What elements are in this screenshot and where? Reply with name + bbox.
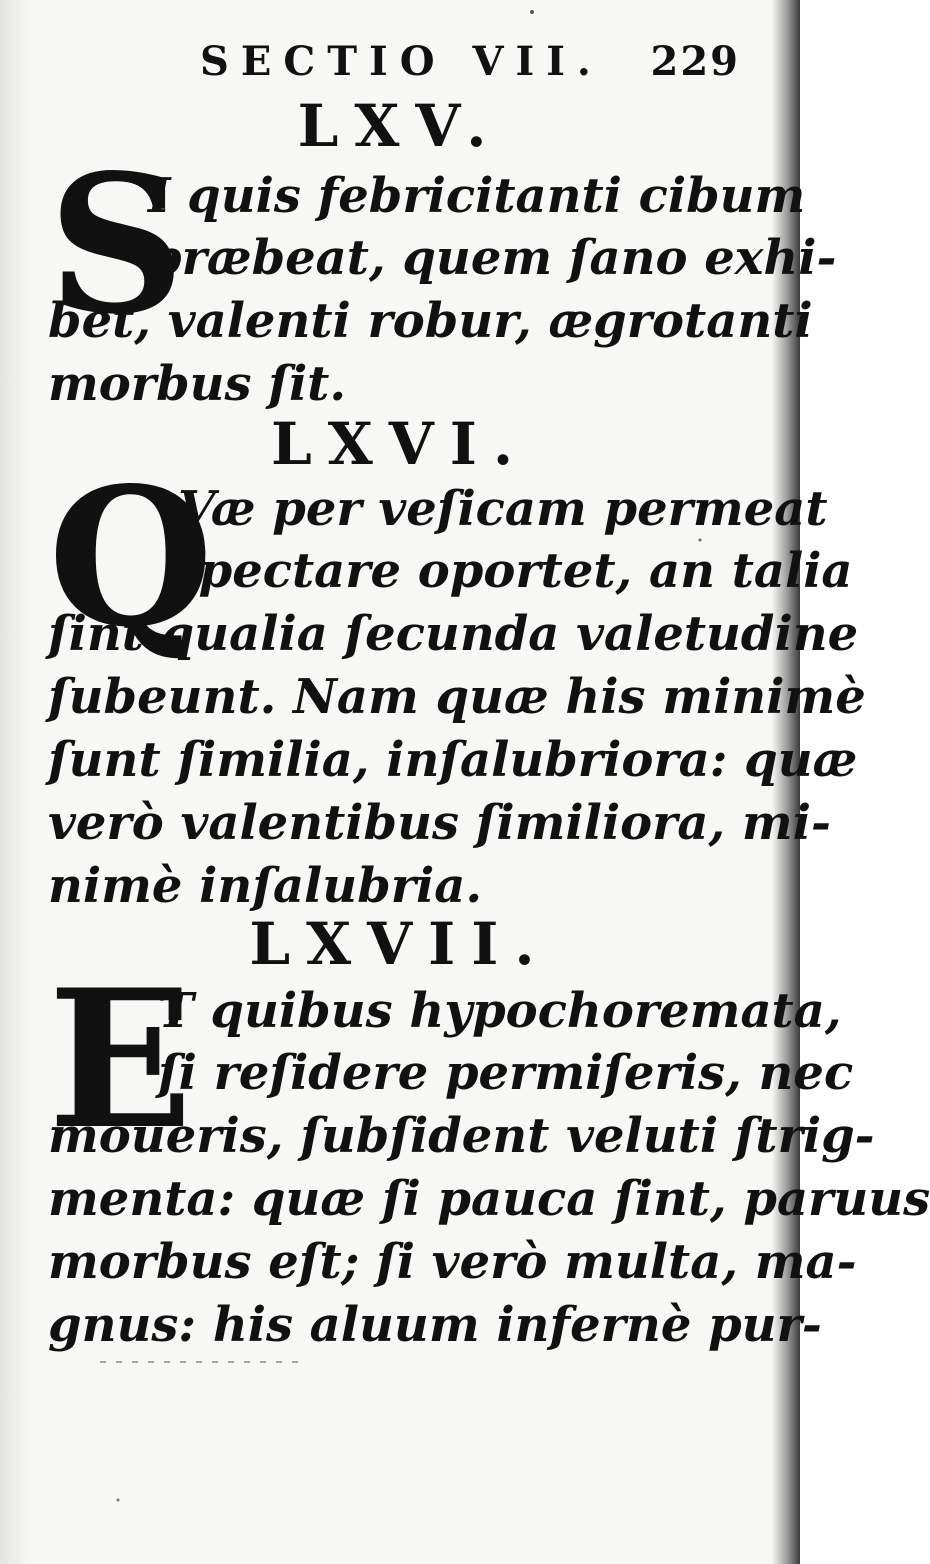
aphorism-text	[48, 446, 866, 914]
aphorism-heading: LXV.	[297, 92, 503, 160]
text-line: præbeat, quem ſano exhi-	[148, 230, 837, 286]
text-line: nimè inſalubria.	[48, 858, 483, 914]
text-line: I quis febricitanti cibum	[148, 168, 806, 224]
drop-cap: Q	[48, 446, 214, 669]
text-line: ſpectare oportet, an talia	[178, 543, 853, 599]
text-line: ſi reſidere permiſeris, nec	[158, 1045, 854, 1101]
text-line: Væ per veſicam permeat	[178, 481, 828, 537]
drop-cap: E	[48, 948, 193, 1171]
text-line: bet, valenti robur, ægrotanti	[48, 293, 813, 349]
drop-cap: S	[48, 133, 186, 356]
page-gutter-shadow	[0, 0, 30, 1564]
text-line: morbus ſit.	[48, 356, 347, 412]
aphorism-text	[48, 133, 837, 412]
text-line: morbus eſt; ſi verò multa, ma-	[48, 1234, 857, 1290]
ink-speck	[530, 10, 534, 14]
text-line: T quibus hypochoremata,	[158, 983, 842, 1039]
aphorism-heading: LXVII.	[249, 910, 551, 978]
text-line: gnus: his aluum infernè pur-	[48, 1297, 822, 1353]
page-number: 229	[650, 38, 740, 85]
ink-speck	[117, 1499, 120, 1502]
aphorism-text	[48, 948, 930, 1380]
running-head	[200, 38, 740, 88]
text-line: verò valentibus ſimiliora, mi-	[48, 795, 831, 851]
text-line: menta: quæ ſi pauca ſint, paruus	[48, 1171, 930, 1227]
text-line: ſubeunt. Nam quæ his minimè	[48, 669, 866, 725]
text-line: moueris, ſubſident veluti ſtrig-	[48, 1108, 875, 1164]
text-line: ſint qualia ſecunda valetudine	[48, 606, 859, 662]
section-title: SECTIO VII.	[200, 38, 603, 85]
aphorism-heading: LXVI.	[270, 410, 530, 478]
text-line: ſunt ſimilia, inſalubriora: quæ	[48, 732, 858, 788]
